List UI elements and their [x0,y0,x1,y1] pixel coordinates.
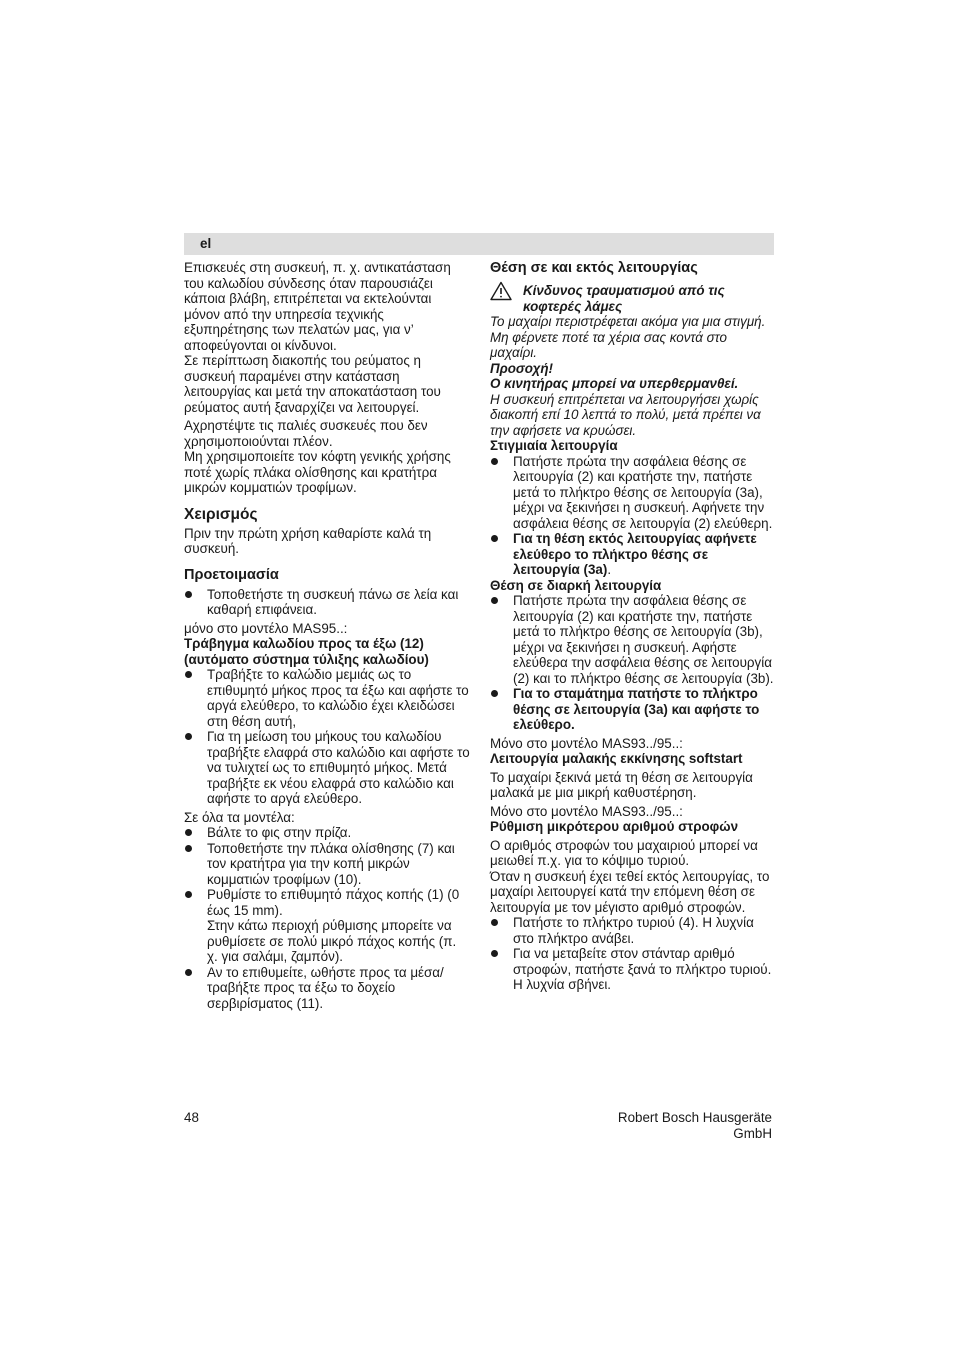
heading-on-off: Θέση σε και εκτός λειτουργίας [490,260,698,276]
momentary-list [490,454,776,578]
warning-text: Το μαχαίρι περιστρέφεται ακόμα για μια στιγμή. Μη φέρνετε ποτέ τα χέρια σας κοντά στο μαχαίρι. [490,314,766,360]
speed-list [490,915,776,993]
softstart-heading: Λειτουργία μαλακής εκκίνησης softstart [490,751,743,766]
softstart-text: Το μαχαίρι ξεκινά μετά τη θέση σε λειτουργία μαλακά με μια μικρή καθυστέρηση. [490,769,753,800]
list-item [184,887,470,965]
lower-speed-text: Ο αριθμός στροφών του μαχαιριού μπορεί να μειωθεί π.χ. για το κόψιμο τυριού. [490,837,758,868]
warning-block [490,283,776,314]
list-item: Πατήστε πρώτα την ασφάλεια θέσης σε λειτουργία (2) και κρατήστε την, πατήστε μετά το πλήκτρο θέσης σε λειτουργία (3a), μέχρι να ξεκινήσει η συσκευή. Αφήνετε την ασφάλεια θέσης σε λειτουργία (2) ελεύθερη. [490,454,776,532]
list-item: Βάλτε το φις στην πρίζα. [184,825,470,841]
prep-list [184,587,470,618]
cable-list [184,667,470,807]
list-item: Τραβήξτε το καλώδιο μεμιάς ως το επιθυμητό μήκος προς τα έξω και αφήστε το αργά ελεύθερο, το καλώδιο έχει κλειδώσει στη θέση αυτή, [184,667,470,729]
list-item: Αν το επιθυμείτε, ωθήστε προς τα μέσα/ τραβήξτε προς τα έξω το δοχείο σερβιρίσματος (11). [184,965,470,1012]
heading-preparation: Προετοιμασία [184,566,279,583]
thickness-note: Στην κάτω περιοχή ρύθμισης μπορείτε να ρυθμίσετε σε πολύ μικρό πάχος κοπής (π. χ. για σαλάμι, ζαμπόν). [207,918,457,964]
model-note-mas93-2: Μόνο στο μοντέλο MAS93../95..: [490,803,683,819]
overheat-heading: Ο κινητήρας μπορεί να υπερθερμανθεί. [490,376,739,391]
paragraph-power-failure: Σε περίπτωση διακοπής του ρεύματος η συσκευή παραμένει στην κατάσταση λειτουργίας και μετά την αποκατάσταση του ρεύματος αυτή ξαναρχίζει να λειτουργεί. [184,353,441,415]
page-number: 48 [184,1110,199,1125]
attention-label: Προσοχή! [490,360,553,376]
paragraph-first-use: Πριν την πρώτη χρήση καθαρίστε καλά τη συσκευή. [184,525,432,556]
list-item-text: Ρυθμίστε το επιθυμητό πάχος κοπής (1) (0 έως 15 mm). [207,887,460,918]
paragraph-disposal: Αχρηστέψτε τις παλιές συσκευές που δεν χρησιμοποιούνται πλέον. [184,418,428,449]
warning-title: Κίνδυνος τραυματισμού από τις κοφτερές λάμες [523,283,725,314]
setup-list [184,825,470,1011]
heading-handling: Χειρισμός [184,505,258,523]
right-column [490,260,776,993]
footer-brand: Robert Bosch Hausgeräte GmbH [617,1110,772,1141]
lower-speed-text-2: Όταν η συσκευή έχει τεθεί εκτός λειτουργίας, το μαχαίρι λειτουργεί κατά την επόμενη θέση σε λειτουργία με τον μέγιστο αριθμό στροφών. [490,868,770,915]
language-code: el [200,236,212,251]
lower-speed-heading: Ρύθμιση μικρότερου αριθμού στροφών [490,819,739,834]
cable-heading: Τράβηγμα καλωδίου προς τα έξω (12) (αυτόματο σύστημα τύλιξης καλωδίου) [184,636,429,667]
model-note-mas95: μόνο στο μοντέλο MAS95..: [184,620,348,636]
overheat-text: Η συσκευή επιτρέπεται να λειτουργήσει χωρίς διακοπή επί 10 λεπτά το πολύ, μετά πρέπει να την αφήσετε να κρυώσει. [490,391,761,438]
list-item: Τοποθετήστε τη συσκευή πάνω σε λεία και καθαρή επιφάνεια. [184,587,470,618]
paragraph-safety: Μη χρησιμοποιείτε τον κόφτη γενικής χρήσης ποτέ χωρίς πλάκα ολίσθησης και κρατήτρα μικρών κομματιών τροφίμων. [184,449,451,495]
list-item: Πατήστε πρώτα την ασφάλεια θέσης σε λειτουργία (2) και κρατήστε την, πατήστε μετά το πλήκτρο θέσης σε λειτουργία (3b), μέχρι να ξεκινήσει η συσκευή. Αφήστε ελεύθερα την ασφάλεια θέσης σε λειτουργία (2) και το πλήκτρο θέσης σε λειτουργία (3b). [490,593,776,686]
list-item-end: . [607,562,612,577]
list-item: Τοποθετήστε την πλάκα ολίσθησης (7) και τον κρατήτρα για την κοπή μικρών κομματιών τροφίμων (10). [184,841,470,888]
left-column [184,260,470,1011]
continuous-heading: Θέση σε διαρκή λειτουργία [490,577,662,593]
list-item: Για το σταμάτημα πατήστε το πλήκτρο θέσης σε λειτουργία (3a) και αφήστε το ελεύθερο. [490,686,776,733]
momentary-heading: Στιγμιαία λειτουργία [490,438,618,453]
list-item [490,531,776,578]
list-item-text: Για τη θέση εκτός λειτουργίας αφήνετε ελεύθερο το πλήκτρο θέσης σε λειτουργία (3a) [513,531,757,577]
all-models-note: Σε όλα τα μοντέλα: [184,809,295,825]
model-note-mas93-1: Μόνο στο μοντέλο MAS93../95..: [490,735,683,751]
language-bar [184,233,774,255]
list-item: Για να μεταβείτε στον στάνταρ αριθμό στροφών, πατήστε ξανά το πλήκτρο τυριού. Η λυχνία σβήνει. [490,946,776,993]
list-item: Πατήστε το πλήκτρο τυριού (4). Η λυχνία στο πλήκτρο ανάβει. [490,915,776,946]
warning-triangle-icon [490,281,512,301]
continuous-list [490,593,776,733]
paragraph-repairs: Επισκευές στη συσκευή, π. χ. αντικατάσταση του καλωδίου σύνδεσης όταν παρουσιάζει κάποια βλάβη, επιτρέπεται να εκτελούνται μόνον από την υπηρεσία τεχνικής εξυπηρέτησης των πελατών μας, για ν’ αποφεύγονται οι κίνδυνοι. [184,260,451,353]
list-item: Για τη μείωση του μήκους του καλωδίου τραβήξτε ελαφρά στο καλώδιο και αφήστε το να τυλιχτεί ως το επιθυμητό μήκος. Μετά τραβήξτε εκ νέου ελαφρά στο καλώδιο και αφήστε το αργά ελεύθερο. [184,729,470,807]
